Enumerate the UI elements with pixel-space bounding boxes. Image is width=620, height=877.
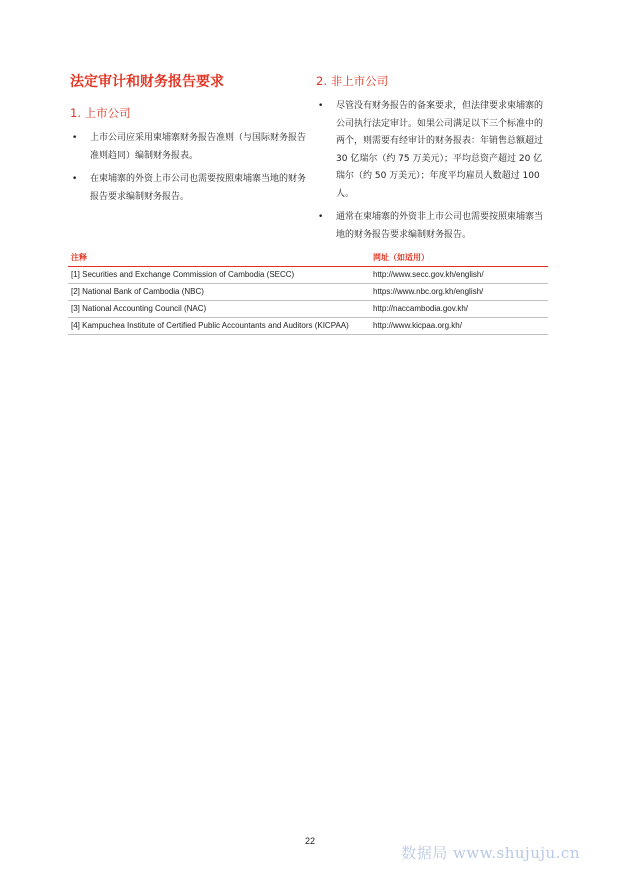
url-link[interactable]: http://naccambodia.gov.kh/ [370, 301, 548, 318]
list-item-text: 通常在柬埔寨的外资非上市公司也需要按照柬埔寨当地的财务报告要求编制财务报告。 [336, 212, 544, 240]
table-row [68, 318, 548, 335]
note-cell: [1] Securities and Exchange Commission of Cambodia (SECC) [68, 267, 370, 284]
list-item-text: 上市公司应采用柬埔寨财务报告准则（与国际财务报告准则趋同）编制财务报表。 [90, 133, 307, 161]
list-item [70, 130, 308, 165]
subsection-title-listed: 1. 上市公司 [70, 106, 131, 120]
unlisted-bullet-list [316, 98, 548, 244]
bullet-icon: • [318, 101, 324, 111]
right-column [316, 72, 548, 250]
url-link[interactable]: http://www.kicpaa.org.kh/ [370, 318, 548, 335]
listed-bullet-list [70, 130, 308, 206]
url-link[interactable]: https://www.nbc.org.kh/english/ [370, 284, 548, 301]
table-row [68, 301, 548, 318]
table-row [68, 284, 548, 301]
watermark: 数据局 www.shujuju.cn [401, 844, 580, 862]
url-link[interactable]: http://www.secc.gov.kh/english/ [370, 267, 548, 284]
bullet-icon: • [72, 174, 78, 184]
note-cell: [2] National Bank of Cambodia (NBC) [68, 284, 370, 301]
notes-table [68, 250, 548, 335]
note-cell: [3] National Accounting Council (NAC) [68, 301, 370, 318]
list-item-text: 在柬埔寨的外资上市公司也需要按照柬埔寨当地的财务报告要求编制财务报告。 [90, 174, 307, 202]
subsection-title-unlisted: 2. 非上市公司 [316, 74, 389, 88]
note-cell: [4] Kampuchea Institute of Certified Public Accountants and Auditors (KICPAA) [68, 318, 370, 335]
list-item-text: 尽管没有财务报告的备案要求，但法律要求柬埔寨的公司执行法定审计。如果公司满足以下三个标准中的两个，则需要有经审计的财务报表：年销售总额超过 30 亿瑞尔（约 75 万美元）；平均总资产超过 20 亿瑞尔（约 50 万美元）；年度平均雇员人数超过 100 人。 [336, 101, 544, 199]
url-column-header: 网址（如适用） [370, 250, 548, 267]
table-header-row [68, 250, 548, 267]
list-item [70, 171, 308, 206]
notes-column-header: 注释 [68, 250, 370, 267]
list-item [316, 98, 548, 203]
list-item [316, 209, 548, 244]
bullet-icon: • [72, 133, 78, 143]
left-column [70, 72, 308, 212]
page-number: 22 [304, 836, 315, 846]
bullet-icon: • [318, 212, 324, 222]
table-row [68, 267, 548, 284]
section-title: 法定审计和财务报告要求 [70, 74, 224, 90]
